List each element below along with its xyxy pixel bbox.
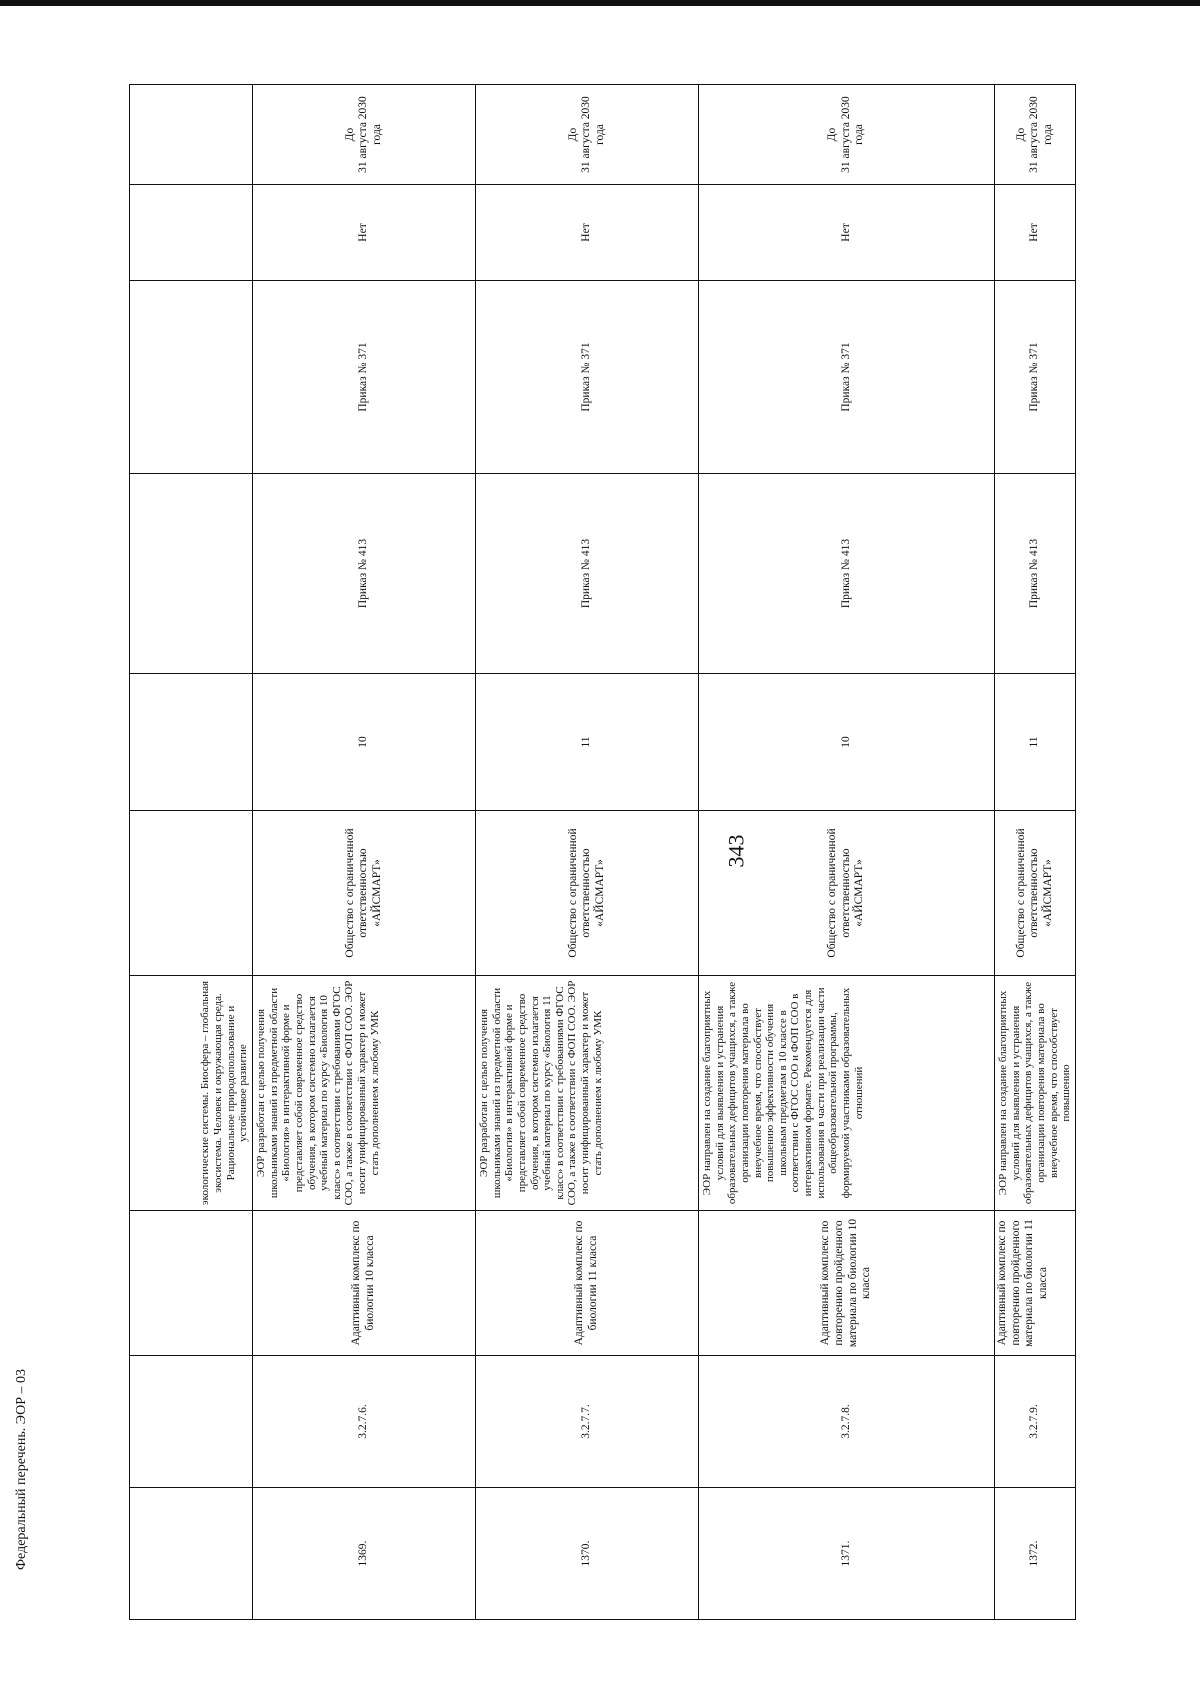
desc-text: ЭОР разработан с целью получения школьниками знаний из предметной области «Биология» в интерактивной форме и представляет собой современное средство обучения, в котором системно излагается учебный материал по курсу «Биология 11 класс» в соответствии с требованиями ФГОС СОО, а также в соответствии с ФОП СОО. ЭОР носит унифицированный характер и может стать дополнением к любому УМК	[478, 980, 604, 1206]
organization: Общество с ограниченной ответственностью «АЙСМАРТ»	[995, 811, 1076, 976]
resource-name: Адаптивный комплекс по повторению пройденного материала по биологии 10 класса	[699, 1211, 995, 1356]
scan-top-border	[0, 0, 1200, 6]
table-row	[253, 85, 476, 1620]
organization: Общество с ограниченной ответственностью «АЙСМАРТ»	[253, 811, 476, 976]
cell-empty	[130, 281, 253, 474]
valid-until: До 31 августа 2030 года	[253, 85, 476, 185]
order-413: Приказ № 413	[995, 474, 1076, 674]
valid-until: До 31 августа 2030 года	[476, 85, 699, 185]
cell-empty	[130, 474, 253, 674]
desc-text: ЭОР направлен на создание благоприятных условий для выявления и устранения образовательных дефицитов учащихся, а также организации повторения материала во внеучебное время, что способствует повышению	[997, 981, 1073, 1205]
order-413: Приказ № 413	[476, 474, 699, 674]
grade: 11	[476, 674, 699, 811]
order-371: Приказ № 371	[699, 281, 995, 474]
organization: Общество с ограниченной ответственностью «АЙСМАРТ»	[699, 811, 995, 976]
order-371: Приказ № 371	[253, 281, 476, 474]
cell-empty	[130, 1211, 253, 1356]
organization: Общество с ограниченной ответственностью «АЙСМАРТ»	[476, 811, 699, 976]
flag: Нет	[995, 185, 1076, 281]
desc-cell	[995, 976, 1076, 1211]
valid-until: До 31 августа 2030 года	[995, 85, 1076, 185]
table-row	[699, 85, 995, 1620]
row-number: 1369.	[253, 1488, 476, 1620]
cell-empty	[130, 811, 253, 976]
resource-name: Адаптивный комплекс по повторению пройденного материала по биологии 11 класса	[995, 1211, 1076, 1356]
desc-text: ЭОР разработан с целью получения школьниками знаний из предметной области «Биология» в интерактивной форме и представляет собой современное средство обучения, в котором системно излагается учебный материал по курсу «Биология 10 класс» в соответствии с требованиями ФГОС СОО, а также в соответствии с ФОП СОО. ЭОР носит унифицированный характер и может стать дополнением к любому УМК	[255, 980, 381, 1206]
row-number: 1372.	[995, 1488, 1076, 1620]
table-row	[130, 85, 253, 1620]
cell-empty	[130, 1488, 253, 1620]
desc-cell	[253, 976, 476, 1211]
row-code: 3.2.7.7.	[476, 1356, 699, 1488]
desc-cell	[699, 976, 995, 1211]
valid-until: До 31 августа 2030 года	[699, 85, 995, 185]
order-371: Приказ № 371	[995, 281, 1076, 474]
flag: Нет	[253, 185, 476, 281]
resource-name: Адаптивный комплекс по биологии 10 класса	[253, 1211, 476, 1356]
page-number: 343	[723, 834, 749, 868]
cell-empty	[130, 1356, 253, 1488]
desc-cell	[476, 976, 699, 1211]
footer-caption: Федеральный перечень. ЭОР – 03	[14, 1368, 29, 1570]
grade: 11	[995, 674, 1076, 811]
rotated-table-container	[129, 85, 1073, 1620]
cell-empty	[130, 674, 253, 811]
order-413: Приказ № 413	[253, 474, 476, 674]
cell-empty	[130, 185, 253, 281]
order-371: Приказ № 371	[476, 281, 699, 474]
row-code: 3.2.7.9.	[995, 1356, 1076, 1488]
flag: Нет	[699, 185, 995, 281]
desc-text: ЭОР направлен на создание благоприятных условий для выявления и устранения образовательных дефицитов учащихся, а также организации повторения материала во внеучебное время, что способствует повышению эффективности обучения школьным предметам в 10 классе в соответствии с ФГОС СОО и ФОП СОО в интерактивном формате. Рекомендуется для использования в части при реализации части общеобразовательной программы, формируемой участниками образовательных отношений	[701, 981, 865, 1205]
flag: Нет	[476, 185, 699, 281]
table-row	[995, 85, 1076, 1620]
grade: 10	[253, 674, 476, 811]
row-number: 1370.	[476, 1488, 699, 1620]
federal-list-table	[129, 84, 1076, 1620]
order-413: Приказ № 413	[699, 474, 995, 674]
cell-empty	[130, 85, 253, 185]
row-code: 3.2.7.6.	[253, 1356, 476, 1488]
desc-text: экологические системы. Биосфера – глобальная экосистема. Человек и окружающая среда. Рациональное природопользование и устойчивое развитие	[199, 980, 250, 1206]
row-code: 3.2.7.8.	[699, 1356, 995, 1488]
resource-name: Адаптивный комплекс по биологии 11 класса	[476, 1211, 699, 1356]
desc-cell	[130, 976, 253, 1211]
table-row	[476, 85, 699, 1620]
grade: 10	[699, 674, 995, 811]
row-number: 1371.	[699, 1488, 995, 1620]
